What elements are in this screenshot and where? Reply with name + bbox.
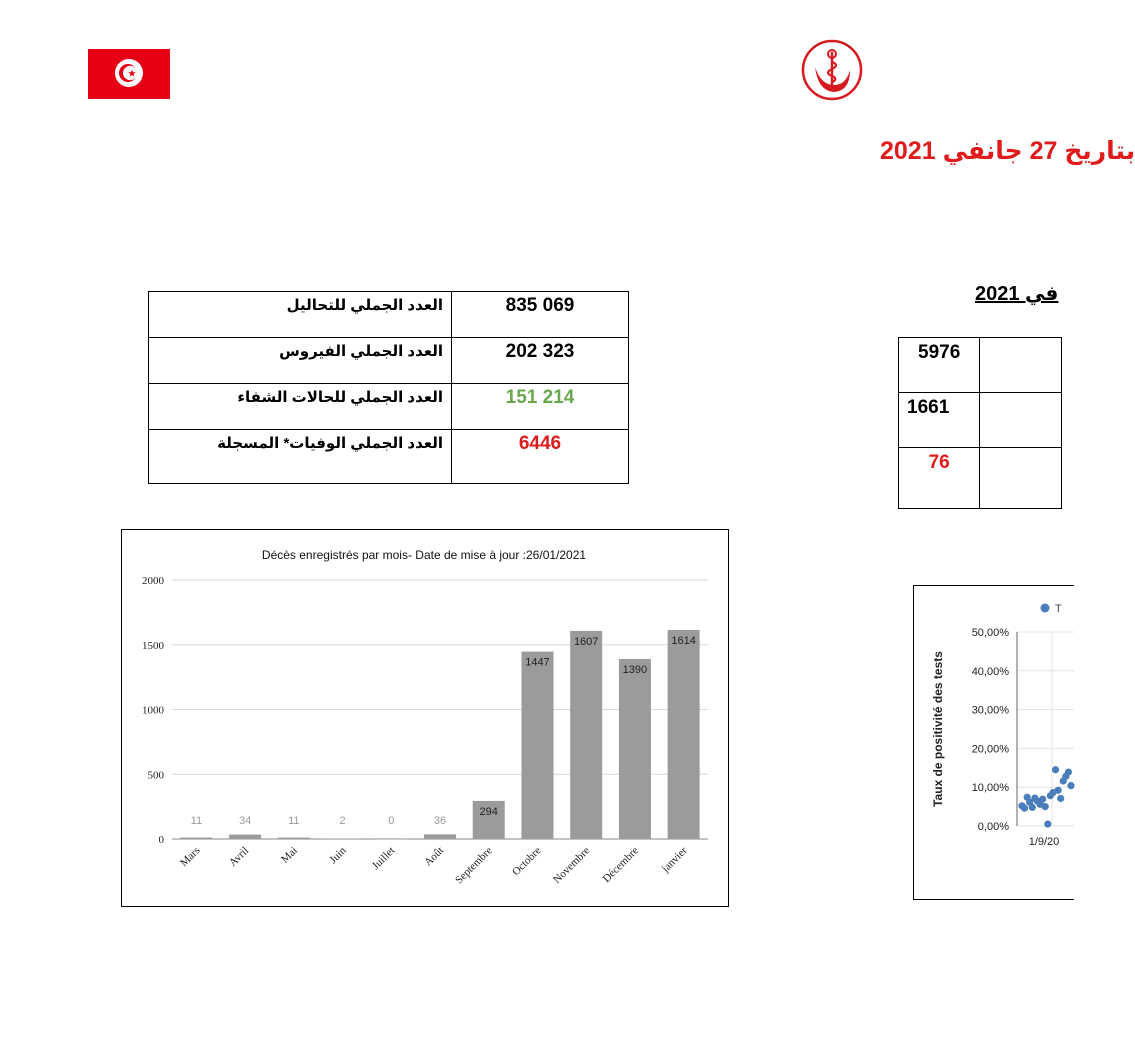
bar — [424, 834, 456, 839]
row-value: 151 214 — [452, 384, 629, 430]
scatter-point — [1042, 803, 1049, 810]
scatter-point — [1055, 787, 1062, 794]
table-row — [149, 384, 629, 430]
table-row — [149, 430, 629, 484]
tunisia-flag — [88, 49, 170, 99]
row-label: العدد الجملي الفيروس — [149, 338, 452, 384]
scatter-point — [1057, 795, 1064, 802]
y-tick-label: 0,00% — [977, 821, 1009, 833]
y-tick-label: 2000 — [142, 575, 164, 587]
y-tick-label: 50,00% — [971, 627, 1009, 639]
data-label: 1607 — [573, 635, 599, 648]
row-value: 202 323 — [452, 338, 629, 384]
row-label: العدد الجملي للحالات الشفاء — [149, 384, 452, 430]
totals-table — [148, 291, 629, 484]
x-tick-label: 1/9/20 — [1028, 836, 1060, 848]
crescent-star-icon — [115, 59, 143, 87]
y-tick-label: 1500 — [142, 639, 164, 652]
row-value: 1661 — [899, 393, 980, 448]
row-label: العدد الجملي الوفيات* المسجلة — [149, 430, 452, 484]
bar — [619, 659, 651, 839]
y-tick-label: 500 — [147, 769, 164, 782]
bar — [570, 631, 602, 839]
bar — [278, 838, 310, 839]
positivity-scatter-chart — [914, 586, 1074, 899]
row-label: العدد الجملي للتحاليل — [149, 292, 452, 338]
row-value: 5976 — [899, 338, 980, 393]
data-label: 36 — [433, 815, 447, 827]
bar — [180, 838, 212, 839]
y-tick-label: 0 — [158, 834, 164, 846]
data-label: 1614 — [671, 634, 696, 647]
x-tick-label: Mai — [278, 844, 300, 866]
page-title: بتاريخ 27 جانفي 2021 — [880, 137, 1135, 165]
bar — [327, 839, 359, 840]
table-row — [149, 292, 629, 338]
row-value: 835 069 — [452, 292, 629, 338]
data-label: 294 — [479, 805, 498, 818]
scatter-point — [1044, 820, 1051, 827]
data-label: 11 — [190, 815, 203, 827]
deaths-chart-frame — [121, 529, 729, 907]
x-tick-label: Septembre — [453, 844, 495, 887]
y-tick-label: 20,00% — [971, 743, 1009, 756]
deaths-bar-chart — [122, 530, 728, 906]
data-label: 2 — [339, 815, 346, 827]
row-label-cell — [980, 448, 1062, 509]
x-tick-label: janvier — [659, 844, 690, 875]
scatter-point — [1065, 768, 1072, 775]
bar — [229, 835, 261, 839]
legend-marker — [1041, 604, 1050, 613]
row-label-cell — [980, 338, 1062, 393]
daily-table — [898, 337, 1062, 509]
table-row — [899, 448, 1062, 509]
x-tick-label: Octobre — [510, 844, 544, 879]
x-tick-label: Juin — [327, 844, 349, 867]
x-tick-label: Novembre — [550, 844, 593, 886]
y-tick-label: 40,00% — [971, 665, 1009, 678]
bar — [668, 630, 700, 839]
y-tick-label: 1000 — [142, 704, 164, 717]
scatter-point — [1039, 796, 1046, 803]
row-label-cell — [980, 393, 1062, 448]
section-subtitle: في 2021 — [975, 283, 1059, 305]
row-value: 6446 — [452, 430, 629, 484]
scatter-point — [1052, 766, 1059, 773]
y-tick-label: 10,00% — [971, 782, 1009, 795]
legend-label: T — [1055, 603, 1062, 615]
data-label: 1390 — [622, 663, 648, 676]
row-value: 76 — [899, 448, 980, 509]
scatter-point — [1029, 804, 1036, 811]
x-tick-label: Juillet — [369, 844, 398, 873]
x-tick-label: Décembre — [600, 844, 642, 886]
data-label: 0 — [388, 815, 395, 827]
positivity-chart-frame — [913, 585, 1074, 900]
table-row — [149, 338, 629, 384]
table-row — [899, 338, 1062, 393]
ministry-emblem — [800, 40, 864, 100]
y-axis-label: Taux de positivité des tests — [931, 651, 945, 807]
scatter-point — [1021, 805, 1028, 812]
y-tick-label: 30,00% — [971, 704, 1009, 717]
x-tick-label: Août — [422, 844, 447, 869]
table-row — [899, 393, 1062, 448]
x-tick-label: Mars — [178, 844, 203, 870]
data-label: 11 — [288, 815, 300, 827]
chart-title: Décès enregistrés par mois- Date de mise à jour :26/01/2021 — [261, 548, 587, 562]
bar — [521, 652, 553, 839]
data-label: 34 — [238, 815, 252, 827]
data-label: 1447 — [525, 656, 550, 669]
x-tick-label: Avril — [226, 844, 252, 869]
bar — [375, 839, 407, 840]
scatter-point — [1067, 782, 1074, 789]
